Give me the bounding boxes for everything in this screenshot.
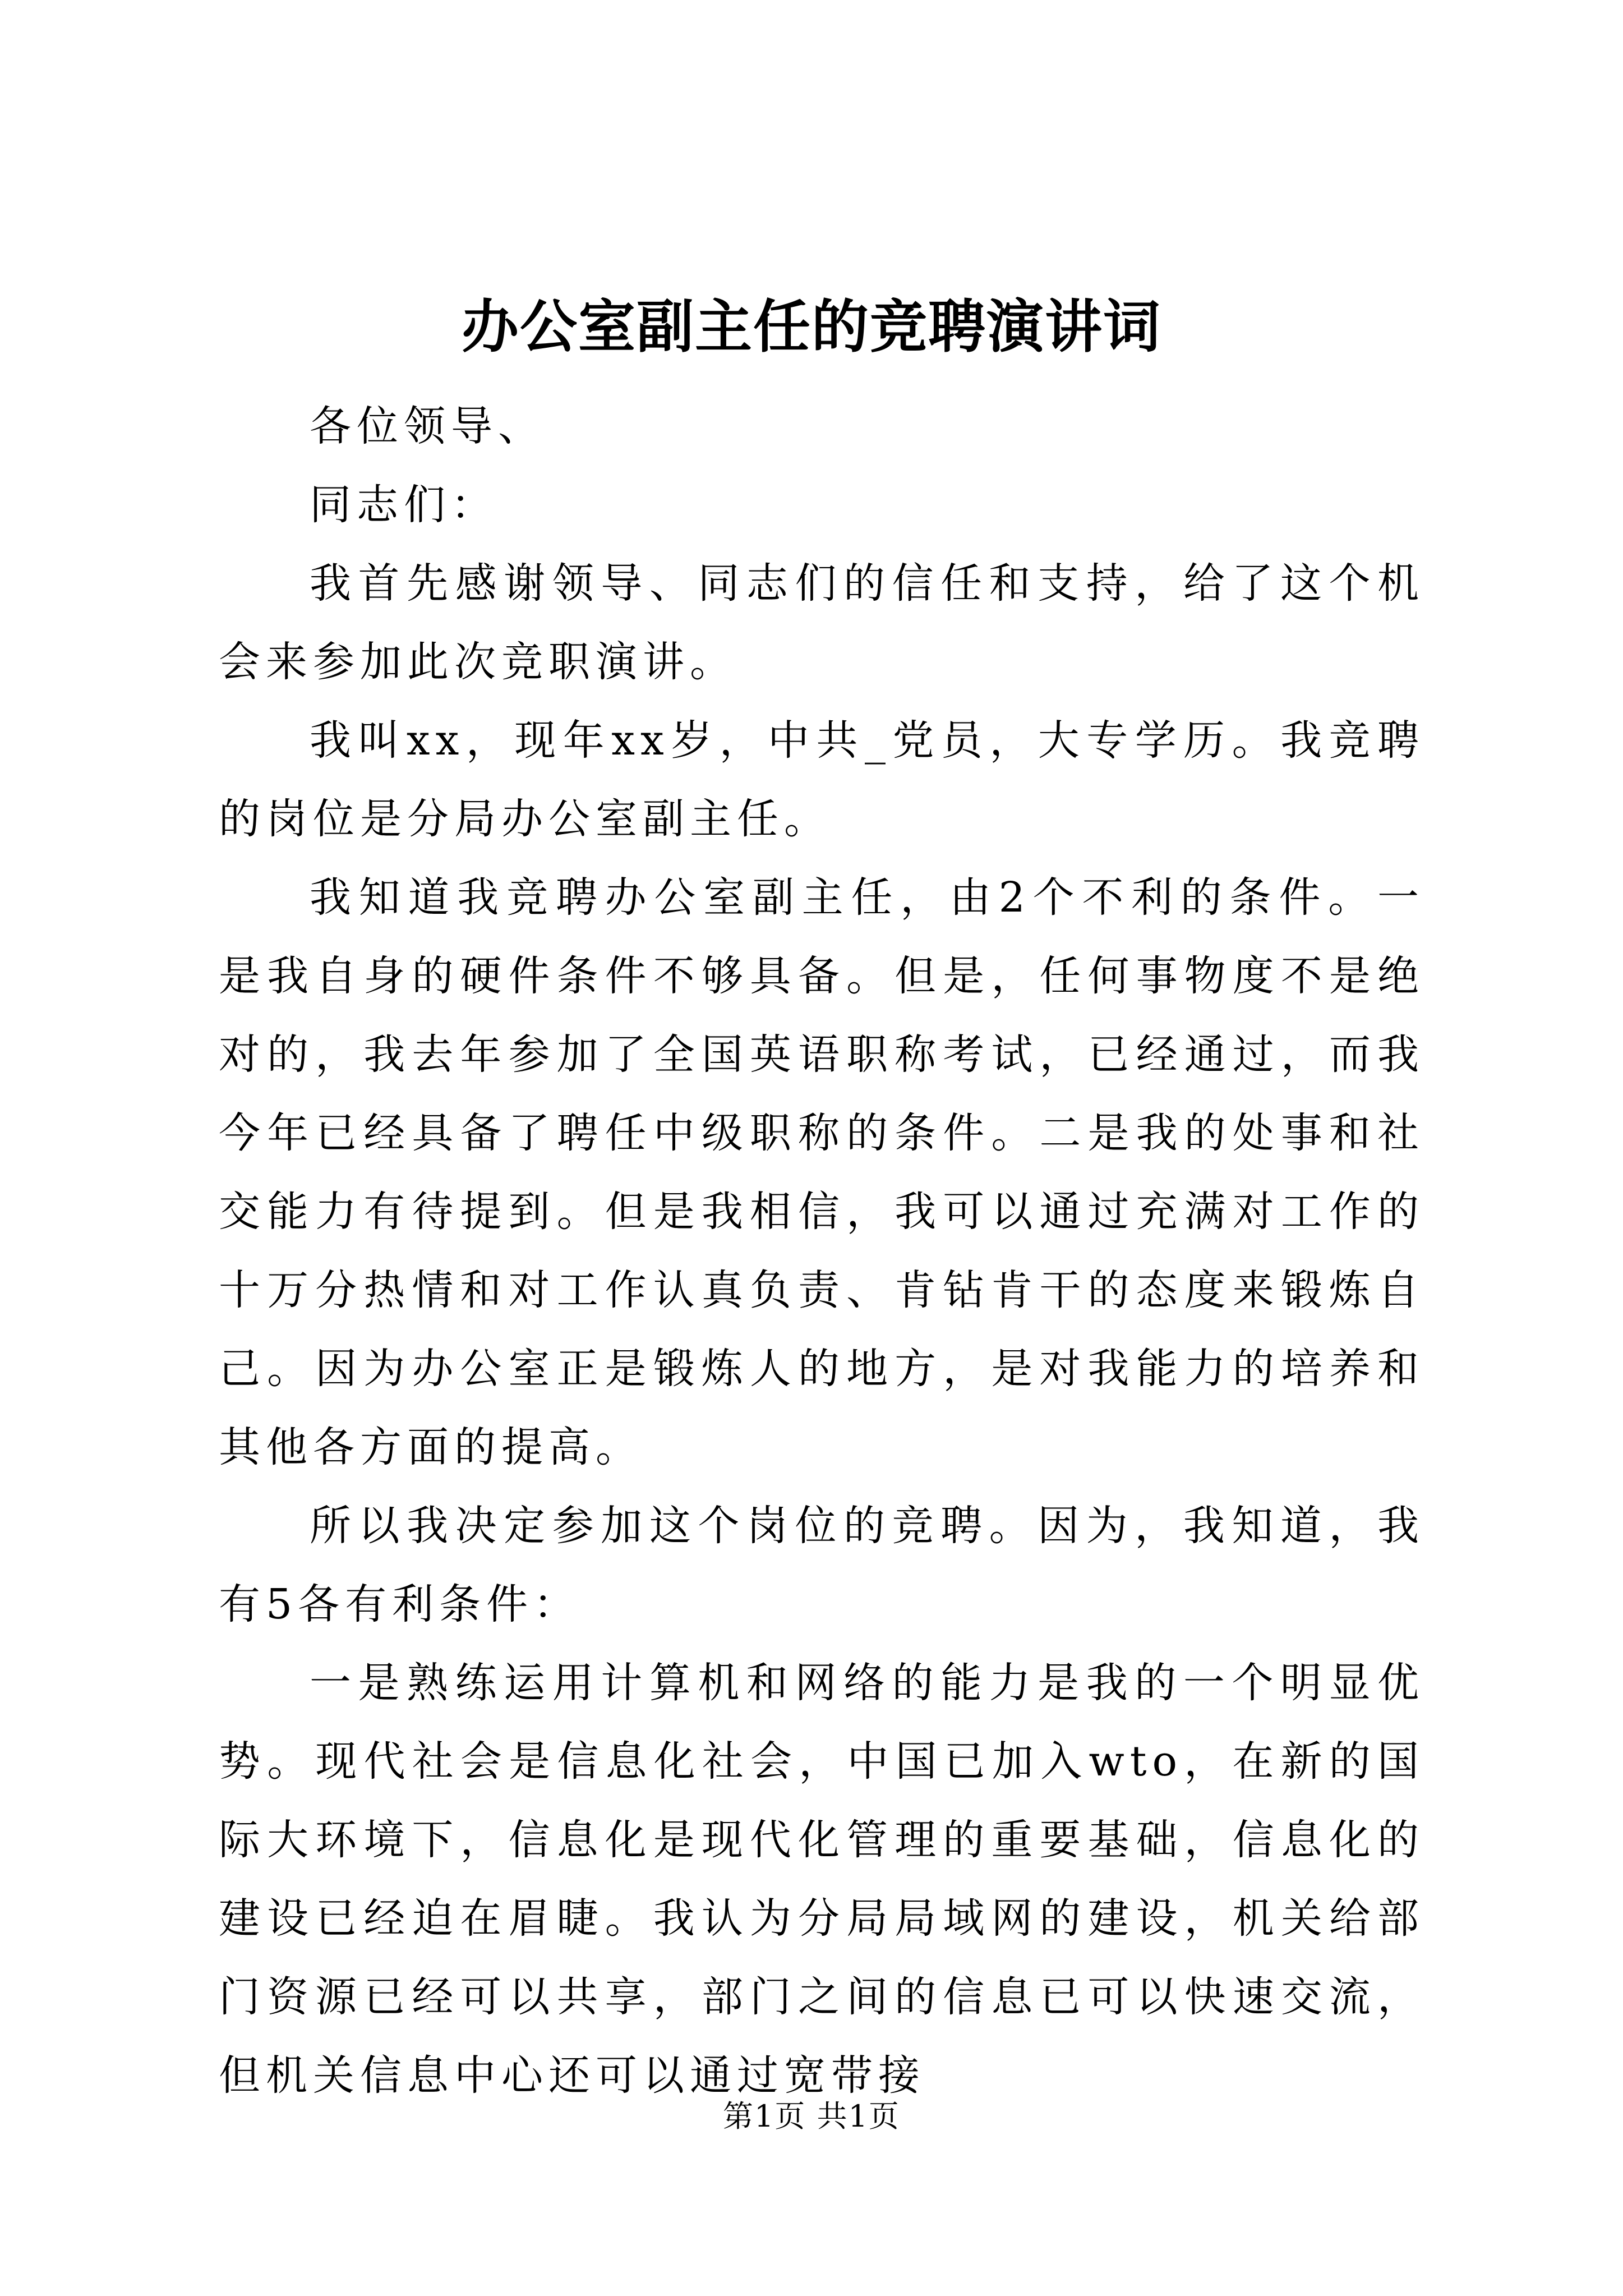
page-number-footer: 第1页 共1页 xyxy=(723,2099,900,2134)
salutation-line-1: 各位领导、 xyxy=(310,402,545,450)
body-paragraph: 一是熟练运用计算机和网络的能力是我的一个明显优势。现代社会是信息化社会，中国已加入wto，在新的国际大环境下，信息化是现代化管理的重要基础，信息化的建设已经迫在眉睫。我认为分局局域网的建设，机关给部门资源已经可以共享，部门之间的信息已可以快速交流，但机关信息中心还可以通过宽带接 xyxy=(219,1659,1424,2100)
body-paragraph: 所以我决定参加这个岗位的竞聘。因为，我知道，我有5各有利条件： xyxy=(219,1502,1424,1628)
body-paragraph: 我叫xx，现年xx岁，中共_党员，大专学历。我竞聘的岗位是分局办公室副主任。 xyxy=(219,716,1424,843)
body-paragraph: 我知道我竞聘办公室副主任，由2个不利的条件。一是我自身的硬件条件不够具备。但是，任何事物度不是绝对的，我去年参加了全国英语职称考试，已经通过，而我今年已经具备了聘任中级职称的条件。二是我的处事和社交能力有待提到。但是我相信，我可以通过充满对工作的十万分热情和对工作认真负责、肯钻肯干的态度来锻炼自己。因为办公室正是锻炼人的地方，是对我能力的培养和其他各方面的提高。 xyxy=(219,873,1424,1471)
document-body xyxy=(219,387,1424,2115)
salutation-line-2: 同志们： xyxy=(310,481,498,529)
body-paragraph: 我首先感谢领导、同志们的信任和支持，给了这个机会来参加此次竞职演讲。 xyxy=(219,559,1424,686)
page-title: 办公室副主任的竞聘演讲词 xyxy=(462,293,1161,361)
